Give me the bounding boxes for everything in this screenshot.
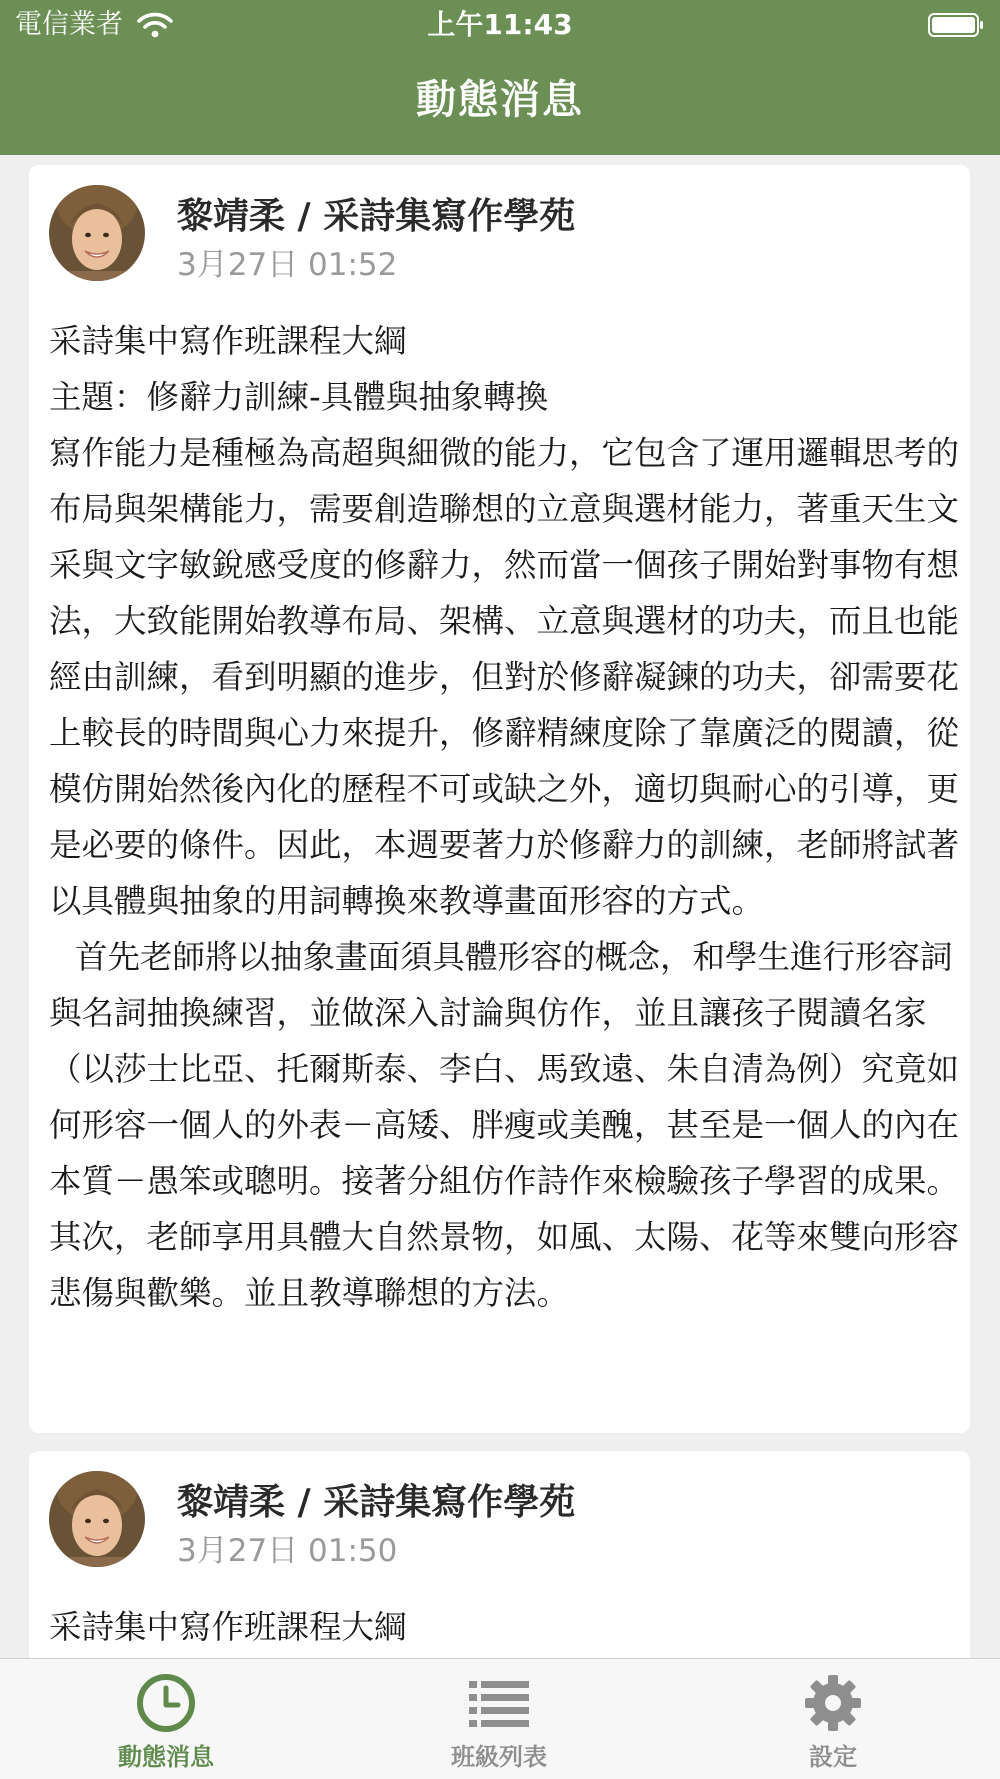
status-bar bbox=[0, 0, 1000, 50]
post-author: 黎靖柔 / 采詩集寫作學苑 bbox=[177, 196, 576, 237]
post-paragraph: 主題：修辭力訓練-具體與抽象轉換 bbox=[49, 378, 549, 416]
post-paragraph: 首先老師將以抽象畫面須具體形容的概念，和學生進行形容詞與名詞抽換練習，並做深入討論與仿作，並且讓孩子閱讀名家（以莎士比亞、托爾斯泰、李白、馬致遠、朱自清為例）究竟如何形容一個人的外表－高矮、胖瘦或美醜，甚至是一個人的內在本質－愚笨或聰明。接著分組仿作詩作來檢驗孩子學習的成果。其次，老師享用具體大自然景物，如風、太陽、花等來雙向形容悲傷與歡樂。並且教導聯想的方法。 bbox=[49, 938, 960, 1312]
battery-icon bbox=[928, 13, 984, 37]
post-author: 黎靖柔 / 采詩集寫作學苑 bbox=[177, 1482, 576, 1523]
tab-bar bbox=[0, 1658, 1000, 1779]
post-timestamp: 3月27日 01:50 bbox=[177, 1533, 398, 1569]
avatar[interactable] bbox=[49, 1471, 145, 1567]
tab-class-list[interactable] bbox=[399, 1659, 599, 1779]
post-paragraph: 采詩集中寫作班課程大綱 bbox=[49, 322, 407, 360]
clock-icon bbox=[136, 1673, 196, 1733]
top-bar bbox=[0, 0, 1000, 155]
tab-settings[interactable] bbox=[733, 1659, 933, 1779]
post-body bbox=[49, 313, 959, 1321]
tab-label: 動態消息 bbox=[118, 1743, 214, 1771]
post-timestamp: 3月27日 01:52 bbox=[177, 247, 398, 283]
tab-label: 設定 bbox=[809, 1743, 857, 1771]
post-paragraph: 寫作能力是種極為高超與細微的能力，它包含了運用邏輯思考的布局與架構能力，需要創造聯想的立意與選材能力，著重天生文采與文字敏銳感受度的修辭力，然而當一個孩子開始對事物有想法，大致能開始教導布局、架構、立意與選材的功夫，而且也能經由訓練，看到明顯的進步，但對於修辭凝鍊的功夫，卻需要花上較長的時間與心力來提升，修辭精練度除了靠廣泛的閱讀，從模仿開始然後內化的歷程不可或缺之外，適切與耐心的引導，更是必要的條件。因此，本週要著力於修辭力的訓練，老師將試著以具體與抽象的用詞轉換來教導畫面形容的方式。 bbox=[49, 434, 960, 920]
page-title: 動態消息 bbox=[416, 77, 584, 123]
feed-post[interactable] bbox=[29, 165, 970, 1433]
post-paragraph: 采詩集中寫作班課程大綱 bbox=[49, 1608, 407, 1646]
gear-icon bbox=[803, 1673, 863, 1733]
avatar[interactable] bbox=[49, 185, 145, 281]
status-time: 上午11:43 bbox=[427, 8, 573, 41]
tab-label: 班級列表 bbox=[451, 1743, 547, 1771]
carrier-name: 電信業者 bbox=[15, 9, 123, 40]
post-body bbox=[49, 1599, 959, 1655]
news-feed[interactable] bbox=[0, 155, 1000, 1658]
tab-news-feed[interactable] bbox=[66, 1659, 266, 1779]
list-icon bbox=[469, 1673, 529, 1733]
feed-post[interactable] bbox=[29, 1451, 970, 1658]
